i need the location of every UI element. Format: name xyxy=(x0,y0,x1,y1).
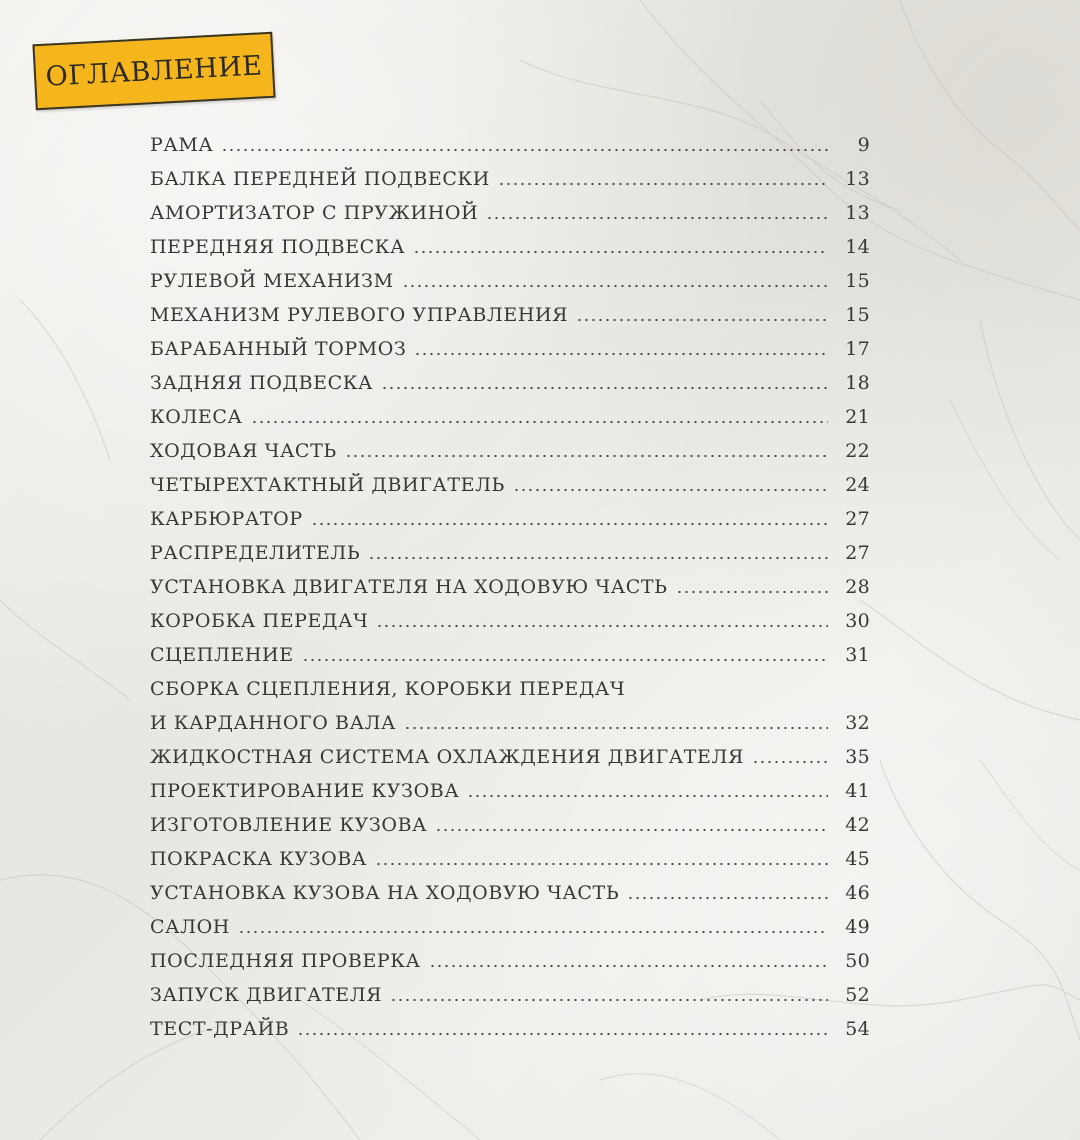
toc-entry-page: 15 xyxy=(845,304,870,326)
toc-entry-page: 31 xyxy=(845,644,870,666)
toc-entry-page: 49 xyxy=(845,916,870,938)
toc-entry[interactable] xyxy=(150,192,870,226)
toc-entry-page: 46 xyxy=(845,882,870,904)
toc-entry-page: 13 xyxy=(845,202,870,224)
toc-entry-page: 15 xyxy=(845,270,870,292)
toc-entry[interactable] xyxy=(150,940,870,974)
toc-heading: ОГЛАВЛЕНИЕ xyxy=(44,49,264,93)
toc-leader-dots xyxy=(375,862,828,866)
toc-entry-title: РАСПРЕДЕЛИТЕЛЬ xyxy=(150,542,361,564)
toc-entry[interactable] xyxy=(150,566,870,600)
toc-leader-dots xyxy=(390,998,828,1002)
toc-heading-badge xyxy=(32,32,275,110)
toc-entry-page: 52 xyxy=(845,984,870,1006)
toc-entry-page: 45 xyxy=(845,848,870,870)
toc-entry-page: 30 xyxy=(845,610,870,632)
toc-entry-title: ЖИДКОСТНАЯ СИСТЕМА ОХЛАЖДЕНИЯ ДВИГАТЕЛЯ xyxy=(150,746,744,768)
toc-leader-dots xyxy=(221,148,828,152)
toc-entry-page: 18 xyxy=(845,372,870,394)
toc-leader-dots xyxy=(302,658,828,662)
toc-entry-page: 32 xyxy=(845,712,870,734)
toc-entry-title: БАЛКА ПЕРЕДНЕЙ ПОДВЕСКИ xyxy=(150,168,490,190)
toc-entry-title: УСТАНОВКА КУЗОВА НА ХОДОВУЮ ЧАСТЬ xyxy=(150,882,620,904)
toc-entry[interactable] xyxy=(150,906,870,940)
toc-entry-title: САЛОН xyxy=(150,916,230,938)
toc-entry[interactable] xyxy=(150,464,870,498)
toc-entry[interactable] xyxy=(150,226,870,260)
toc-entry-title: ПРОЕКТИРОВАНИЕ КУЗОВА xyxy=(150,780,460,802)
toc-leader-dots xyxy=(238,930,828,934)
toc-leader-dots xyxy=(297,1032,828,1036)
toc-entry-title: РАМА xyxy=(150,134,214,156)
toc-leader-dots xyxy=(345,454,828,458)
toc-leader-dots xyxy=(676,590,828,594)
table-of-contents xyxy=(150,124,870,1042)
toc-entry-title: БАРАБАННЫЙ ТОРМОЗ xyxy=(150,338,407,360)
toc-entry-title: ЗАДНЯЯ ПОДВЕСКА xyxy=(150,372,374,394)
toc-entry[interactable] xyxy=(150,736,870,770)
toc-leader-dots xyxy=(413,250,828,254)
toc-entry-page: 13 xyxy=(845,168,870,190)
toc-entry-page: 35 xyxy=(845,746,870,768)
toc-entry[interactable] xyxy=(150,158,870,192)
toc-entry[interactable] xyxy=(150,294,870,328)
toc-entry[interactable] xyxy=(150,124,870,158)
toc-entry[interactable] xyxy=(150,872,870,906)
toc-entry-title: ПЕРЕДНЯЯ ПОДВЕСКА xyxy=(150,236,406,258)
toc-entry[interactable] xyxy=(150,770,870,804)
toc-entry-page: 28 xyxy=(845,576,870,598)
toc-entry-page: 42 xyxy=(845,814,870,836)
toc-entry-title: ЧЕТЫРЕХТАКТНЫЙ ДВИГАТЕЛЬ xyxy=(150,474,505,496)
toc-entry-page: 17 xyxy=(845,338,870,360)
toc-leader-dots xyxy=(368,556,828,560)
toc-entry-page: 50 xyxy=(845,950,870,972)
toc-entry[interactable] xyxy=(150,532,870,566)
toc-entry-title: АМОРТИЗАТОР С ПРУЖИНОЙ xyxy=(150,202,479,224)
toc-entry-page: 27 xyxy=(845,508,870,530)
toc-entry-page: 21 xyxy=(845,406,870,428)
toc-entry-page: 54 xyxy=(845,1018,870,1040)
toc-entry[interactable] xyxy=(150,498,870,532)
toc-leader-dots xyxy=(467,794,828,798)
toc-leader-dots xyxy=(498,182,828,186)
toc-entry-title: КОЛЕСА xyxy=(150,406,243,428)
toc-entry[interactable] xyxy=(150,974,870,1008)
toc-entry-title: И КАРДАННОГО ВАЛА xyxy=(150,712,397,734)
toc-entry-title: ХОДОВАЯ ЧАСТЬ xyxy=(150,440,337,462)
toc-leader-dots xyxy=(404,726,828,730)
toc-entry[interactable] xyxy=(150,702,870,736)
toc-entry-title: ПОСЛЕДНЯЯ ПРОВЕРКА xyxy=(150,950,421,972)
toc-entry[interactable] xyxy=(150,838,870,872)
toc-entry-title: РУЛЕВОЙ МЕХАНИЗМ xyxy=(150,270,394,292)
toc-entry-first-line[interactable] xyxy=(150,668,870,702)
toc-entry[interactable] xyxy=(150,396,870,430)
toc-entry-page: 27 xyxy=(845,542,870,564)
toc-leader-dots xyxy=(752,760,828,764)
toc-entry-page: 14 xyxy=(845,236,870,258)
toc-entry[interactable] xyxy=(150,600,870,634)
toc-leader-dots xyxy=(311,522,828,526)
toc-entry-title: СЦЕПЛЕНИЕ xyxy=(150,644,294,666)
toc-entry-title: ПОКРАСКА КУЗОВА xyxy=(150,848,367,870)
toc-leader-dots xyxy=(381,386,828,390)
toc-entry[interactable] xyxy=(150,1008,870,1042)
toc-entry-title: КОРОБКА ПЕРЕДАЧ xyxy=(150,610,369,632)
toc-entry-page: 22 xyxy=(845,440,870,462)
toc-leader-dots xyxy=(376,624,828,628)
toc-entry[interactable] xyxy=(150,430,870,464)
toc-leader-dots xyxy=(576,318,828,322)
toc-leader-dots xyxy=(402,284,828,288)
toc-entry-page: 9 xyxy=(857,134,870,156)
toc-entry-title: СБОРКА СЦЕПЛЕНИЯ, КОРОБКИ ПЕРЕДАЧ xyxy=(150,678,626,700)
toc-entry-title: ЗАПУСК ДВИГАТЕЛЯ xyxy=(150,984,383,1006)
toc-leader-dots xyxy=(429,964,828,968)
toc-leader-dots xyxy=(251,420,828,424)
toc-entry[interactable] xyxy=(150,260,870,294)
toc-leader-dots xyxy=(486,216,828,220)
toc-leader-dots xyxy=(435,828,828,832)
toc-entry-title: КАРБЮРАТОР xyxy=(150,508,303,530)
toc-entry-title: ИЗГОТОВЛЕНИЕ КУЗОВА xyxy=(150,814,428,836)
toc-entry-title: УСТАНОВКА ДВИГАТЕЛЯ НА ХОДОВУЮ ЧАСТЬ xyxy=(150,576,668,598)
toc-entry-page: 41 xyxy=(845,780,870,802)
toc-entry[interactable] xyxy=(150,634,870,668)
toc-leader-dots xyxy=(627,896,828,900)
toc-leader-dots xyxy=(414,352,828,356)
toc-entry-title: МЕХАНИЗМ РУЛЕВОГО УПРАВЛЕНИЯ xyxy=(150,304,569,326)
toc-entry[interactable] xyxy=(150,328,870,362)
toc-entry-title: ТЕСТ-ДРАЙВ xyxy=(150,1018,290,1040)
toc-entry[interactable] xyxy=(150,362,870,396)
toc-entry-page: 24 xyxy=(845,474,870,496)
toc-entry[interactable] xyxy=(150,804,870,838)
toc-leader-dots xyxy=(513,488,828,492)
